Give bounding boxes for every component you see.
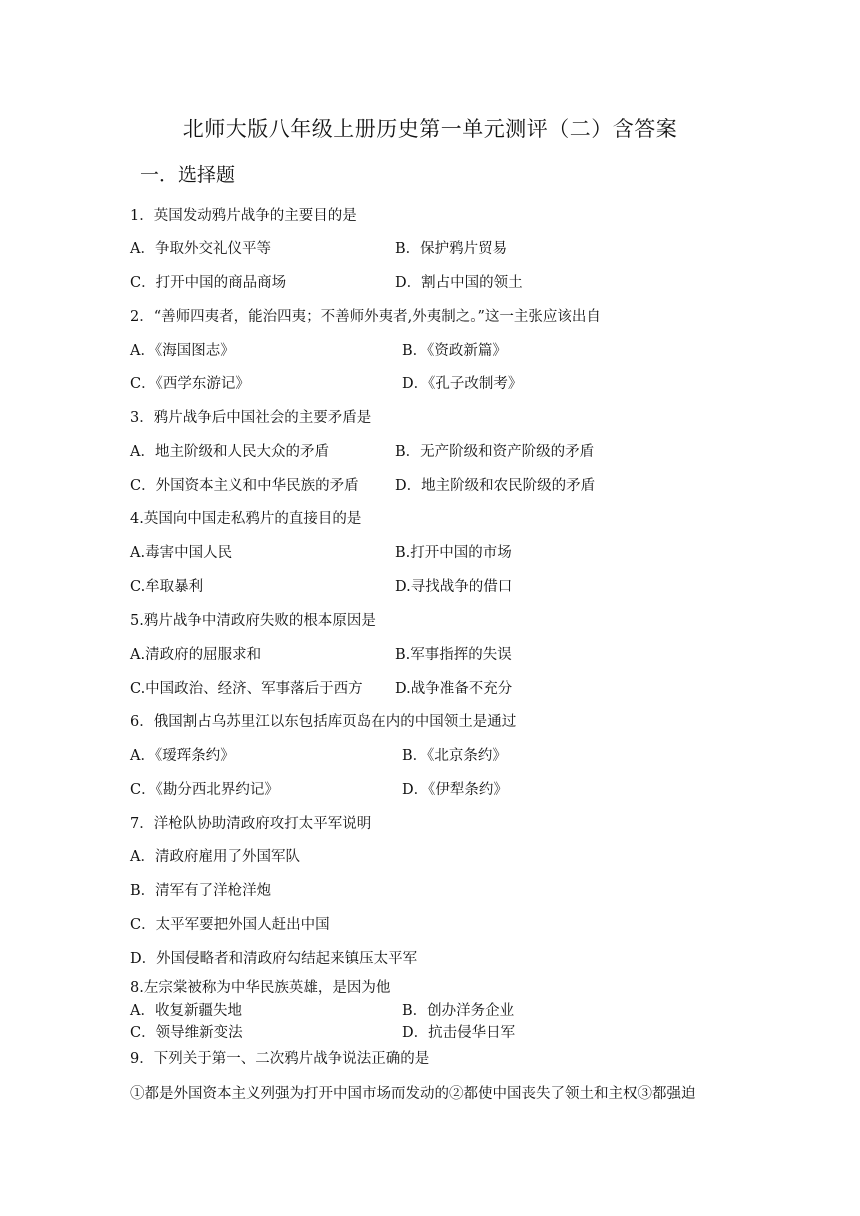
question-2-option-a: A．《海国图志》 bbox=[130, 343, 235, 359]
question-6-stem: 6．俄国割占乌苏里江以东包括库页岛在内的中国领土是通过 bbox=[130, 714, 517, 730]
question-5-stem: 5.鸦片战争中清政府失败的根本原因是 bbox=[130, 613, 376, 629]
question-2-stem: 2．“善师四夷者，能治四夷；不善师外夷者,外夷制之。”这一主张应该出自 bbox=[130, 309, 601, 325]
question-5-option-a: A.清政府的屈服求和 bbox=[130, 647, 262, 663]
question-6-option-c: C．《勘分西北界约记》 bbox=[130, 782, 279, 798]
question-6-option-a: A．《瑷珲条约》 bbox=[130, 748, 235, 764]
question-3-option-a: A．地主阶级和人民大众的矛盾 bbox=[130, 444, 329, 460]
question-3-option-d: D．地主阶级和农民阶级的矛盾 bbox=[395, 478, 596, 494]
question-2-option-d: D．《孔子改制考》 bbox=[402, 376, 523, 392]
question-8-stem: 8.左宗棠被称为中华民族英雄，是因为他 bbox=[130, 980, 391, 996]
question-6-option-b: B．《北京条约》 bbox=[402, 748, 507, 764]
question-7-stem: 7．洋枪队协助清政府攻打太平军说明 bbox=[130, 816, 372, 832]
question-2-option-c: C．《西学东游记》 bbox=[130, 376, 250, 392]
question-1-option-b: B．保护鸦片贸易 bbox=[395, 241, 508, 257]
question-6-option-d: D．《伊犁条约》 bbox=[402, 782, 508, 798]
question-4-option-b: B.打开中国的市场 bbox=[395, 545, 512, 561]
question-7-option-a: A．清政府雇用了外国军队 bbox=[130, 849, 300, 865]
section-heading: 一．选择题 bbox=[140, 164, 236, 186]
question-5-option-d: D.战争准备不充分 bbox=[395, 681, 513, 697]
question-3-option-c: C．外国资本主义和中华民族的矛盾 bbox=[130, 478, 359, 494]
question-9-continuation: ①都是外国资本主义列强为打开中国市场而发动的②都使中国丧失了领土和主权③都强迫 bbox=[130, 1086, 696, 1102]
question-4-option-d: D.寻找战争的借口 bbox=[395, 579, 513, 595]
question-8-option-c: C．领导维新变法 bbox=[130, 1025, 243, 1041]
question-1-stem: 1．英国发动鸦片战争的主要目的是 bbox=[130, 208, 357, 224]
question-1-option-d: D．割占中国的领土 bbox=[395, 275, 523, 291]
question-1-option-c: C．打开中国的商品商场 bbox=[130, 275, 287, 291]
question-8-option-d: D．抗击侵华日军 bbox=[402, 1025, 516, 1041]
question-7-option-c: C．太平军要把外国人赶出中国 bbox=[130, 917, 330, 933]
question-7-option-b: B．清军有了洋枪洋炮 bbox=[130, 883, 272, 899]
question-4-stem: 4.英国向中国走私鸦片的直接目的是 bbox=[130, 511, 362, 527]
question-4-option-c: C.牟取暴利 bbox=[130, 579, 204, 595]
question-8-option-b: B．创办洋务企业 bbox=[402, 1003, 515, 1019]
document-title: 北师大版八年级上册历史第一单元测评（二）含答案 bbox=[182, 117, 678, 141]
question-4-option-a: A.毒害中国人民 bbox=[130, 545, 233, 561]
question-2-option-b: B．《资政新篇》 bbox=[402, 343, 507, 359]
question-5-option-b: B.军事指挥的失误 bbox=[395, 647, 512, 663]
question-1-option-a: A．争取外交礼仪平等 bbox=[130, 241, 271, 257]
question-8-option-a: A．收复新疆失地 bbox=[130, 1003, 242, 1019]
question-7-option-d: D．外国侵略者和清政府勾结起来镇压太平军 bbox=[130, 951, 418, 967]
question-5-option-c: C.中国政治、经济、军事落后于西方 bbox=[130, 681, 363, 697]
question-3-option-b: B．无产阶级和资产阶级的矛盾 bbox=[395, 444, 595, 460]
question-3-stem: 3．鸦片战争后中国社会的主要矛盾是 bbox=[130, 410, 372, 426]
question-9-stem: 9．下列关于第一、二次鸦片战争说法正确的是 bbox=[130, 1051, 430, 1067]
